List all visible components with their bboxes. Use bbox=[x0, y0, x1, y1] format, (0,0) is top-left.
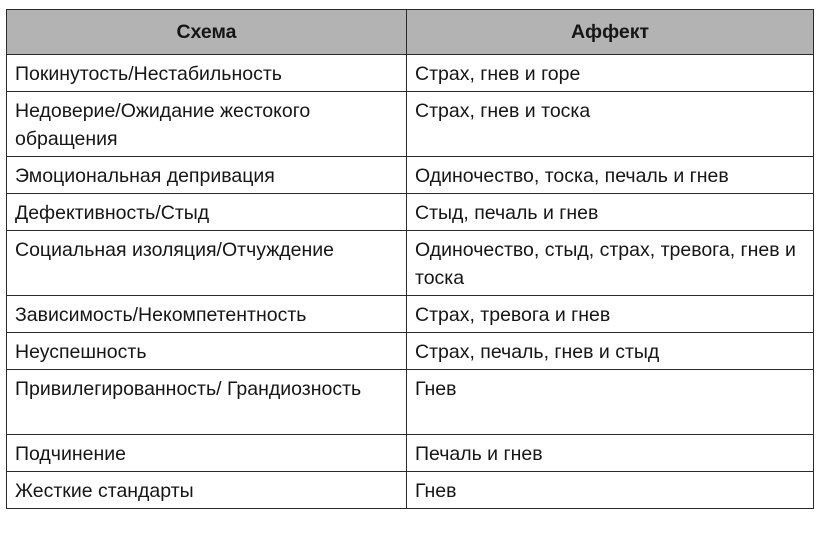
header-schema: Схема bbox=[7, 10, 407, 55]
header-row bbox=[7, 10, 814, 55]
schema-cell: Социальная изоляция/Отчуждение bbox=[7, 231, 407, 296]
table-row bbox=[7, 472, 814, 509]
schema-cell: Зависимость/Некомпетентность bbox=[7, 296, 407, 333]
affect-cell: Гнев bbox=[407, 472, 814, 509]
affect-cell: Одиночество, стыд, страх, тревога, гнев и тоска bbox=[407, 231, 814, 296]
table-body bbox=[7, 55, 814, 509]
affect-cell: Страх, тревога и гнев bbox=[407, 296, 814, 333]
header-affect: Аффект bbox=[407, 10, 814, 55]
schema-cell: Недоверие/Ожидание жестокого обращения bbox=[7, 92, 407, 157]
table-header bbox=[7, 10, 814, 55]
table-row bbox=[7, 333, 814, 370]
table-row bbox=[7, 92, 814, 157]
affect-cell: Печаль и гнев bbox=[407, 435, 814, 472]
schema-cell: Подчинение bbox=[7, 435, 407, 472]
affect-cell: Стыд, печаль и гнев bbox=[407, 194, 814, 231]
affect-cell: Страх, гнев и тоска bbox=[407, 92, 814, 157]
affect-cell: Одиночество, тоска, печаль и гнев bbox=[407, 157, 814, 194]
affect-cell: Страх, гнев и горе bbox=[407, 55, 814, 92]
schema-cell: Дефективность/Стыд bbox=[7, 194, 407, 231]
schema-cell: Эмоциональная депривация bbox=[7, 157, 407, 194]
table-row bbox=[7, 231, 814, 296]
schema-cell: Жесткие стандарты bbox=[7, 472, 407, 509]
table-row bbox=[7, 435, 814, 472]
schema-cell: Покинутость/Нестабильность bbox=[7, 55, 407, 92]
affect-cell: Гнев bbox=[407, 370, 814, 435]
affect-cell: Страх, печаль, гнев и стыд bbox=[407, 333, 814, 370]
table-row bbox=[7, 55, 814, 92]
table-row bbox=[7, 370, 814, 435]
schema-cell: Неуспешность bbox=[7, 333, 407, 370]
schema-affect-table bbox=[6, 9, 814, 509]
table-row bbox=[7, 194, 814, 231]
table-row bbox=[7, 296, 814, 333]
schema-cell: Привилегированность/ Грандиозность bbox=[7, 370, 407, 435]
table-row bbox=[7, 157, 814, 194]
